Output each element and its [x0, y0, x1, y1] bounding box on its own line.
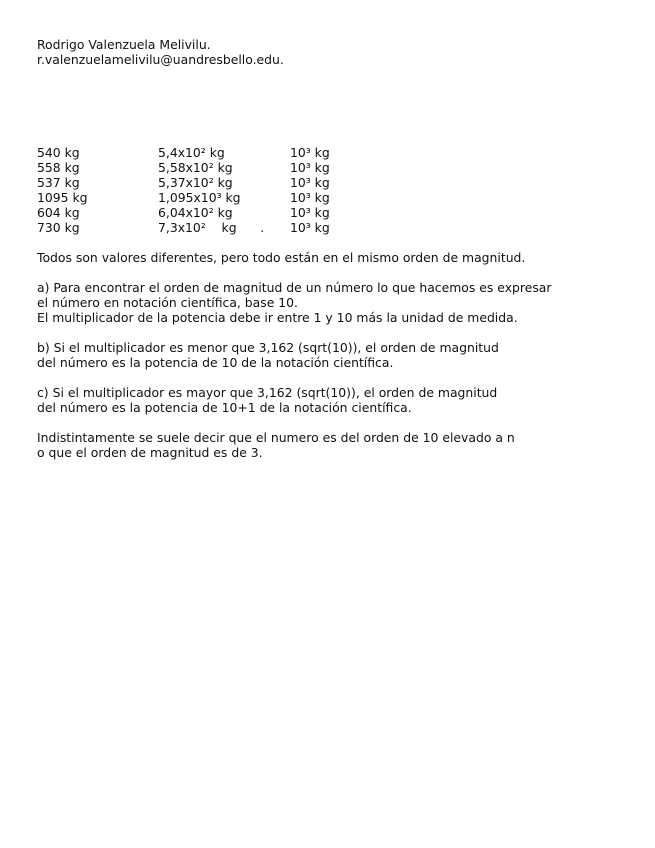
text-line: Todos son valores diferentes, pero todo están en el mismo orden de magnitud. [37, 250, 526, 265]
value-cell: 604 kg [37, 205, 80, 220]
scientific-cell: 5,37x10² kg [158, 175, 233, 190]
text-line: c) Si el multiplicador es mayor que 3,162 (sqrt(10)), el orden de magnitud [37, 385, 498, 400]
value-cell: 558 kg [37, 160, 80, 175]
author-name: Rodrigo Valenzuela Melivilu. [37, 37, 211, 52]
author-block [37, 37, 284, 67]
value-cell: 730 kg [37, 220, 80, 235]
paragraph-c [37, 385, 637, 415]
paragraph-a [37, 280, 637, 325]
order-cell: 10³ kg [290, 175, 330, 190]
order-cell: 10³ kg [290, 160, 330, 175]
order-cell: 10³ kg [290, 190, 330, 205]
scientific-cell: 6,04x10² kg [158, 205, 233, 220]
scientific-cell: 1,095x10³ kg [158, 190, 241, 205]
text-line: el número en notación científica, base 10. [37, 295, 298, 310]
order-cell: 10³ kg [290, 220, 330, 235]
value-cell: 1095 kg [37, 190, 88, 205]
value-cell: 540 kg [37, 145, 80, 160]
text-line: Indistintamente se suele decir que el numero es del orden de 10 elevado a n [37, 430, 515, 445]
text-line: El multiplicador de la potencia debe ir entre 1 y 10 más la unidad de medida. [37, 310, 518, 325]
final-paragraph [37, 430, 637, 460]
scientific-cell: 5,58x10² kg [158, 160, 233, 175]
text-line: o que el orden de magnitud es de 3. [37, 445, 263, 460]
order-cell: 10³ kg [290, 205, 330, 220]
value-cell: 537 kg [37, 175, 80, 190]
text-line: del número es la potencia de 10 de la notación científica. [37, 355, 394, 370]
scientific-cell: 5,4x10² kg [158, 145, 225, 160]
explanation-text [37, 250, 637, 475]
text-line: a) Para encontrar el orden de magnitud de un número lo que hacemos es expresar [37, 280, 552, 295]
text-line: b) Si el multiplicador es menor que 3,162 (sqrt(10)), el orden de magnitud [37, 340, 499, 355]
text-line: del número es la potencia de 10+1 de la notación científica. [37, 400, 412, 415]
scientific-cell: 7,3x10² kg . [158, 220, 265, 235]
author-email: r.valenzuelamelivilu@uandresbello.edu. [37, 52, 284, 67]
paragraph-b [37, 340, 637, 370]
summary-paragraph [37, 250, 637, 265]
order-cell: 10³ kg [290, 145, 330, 160]
